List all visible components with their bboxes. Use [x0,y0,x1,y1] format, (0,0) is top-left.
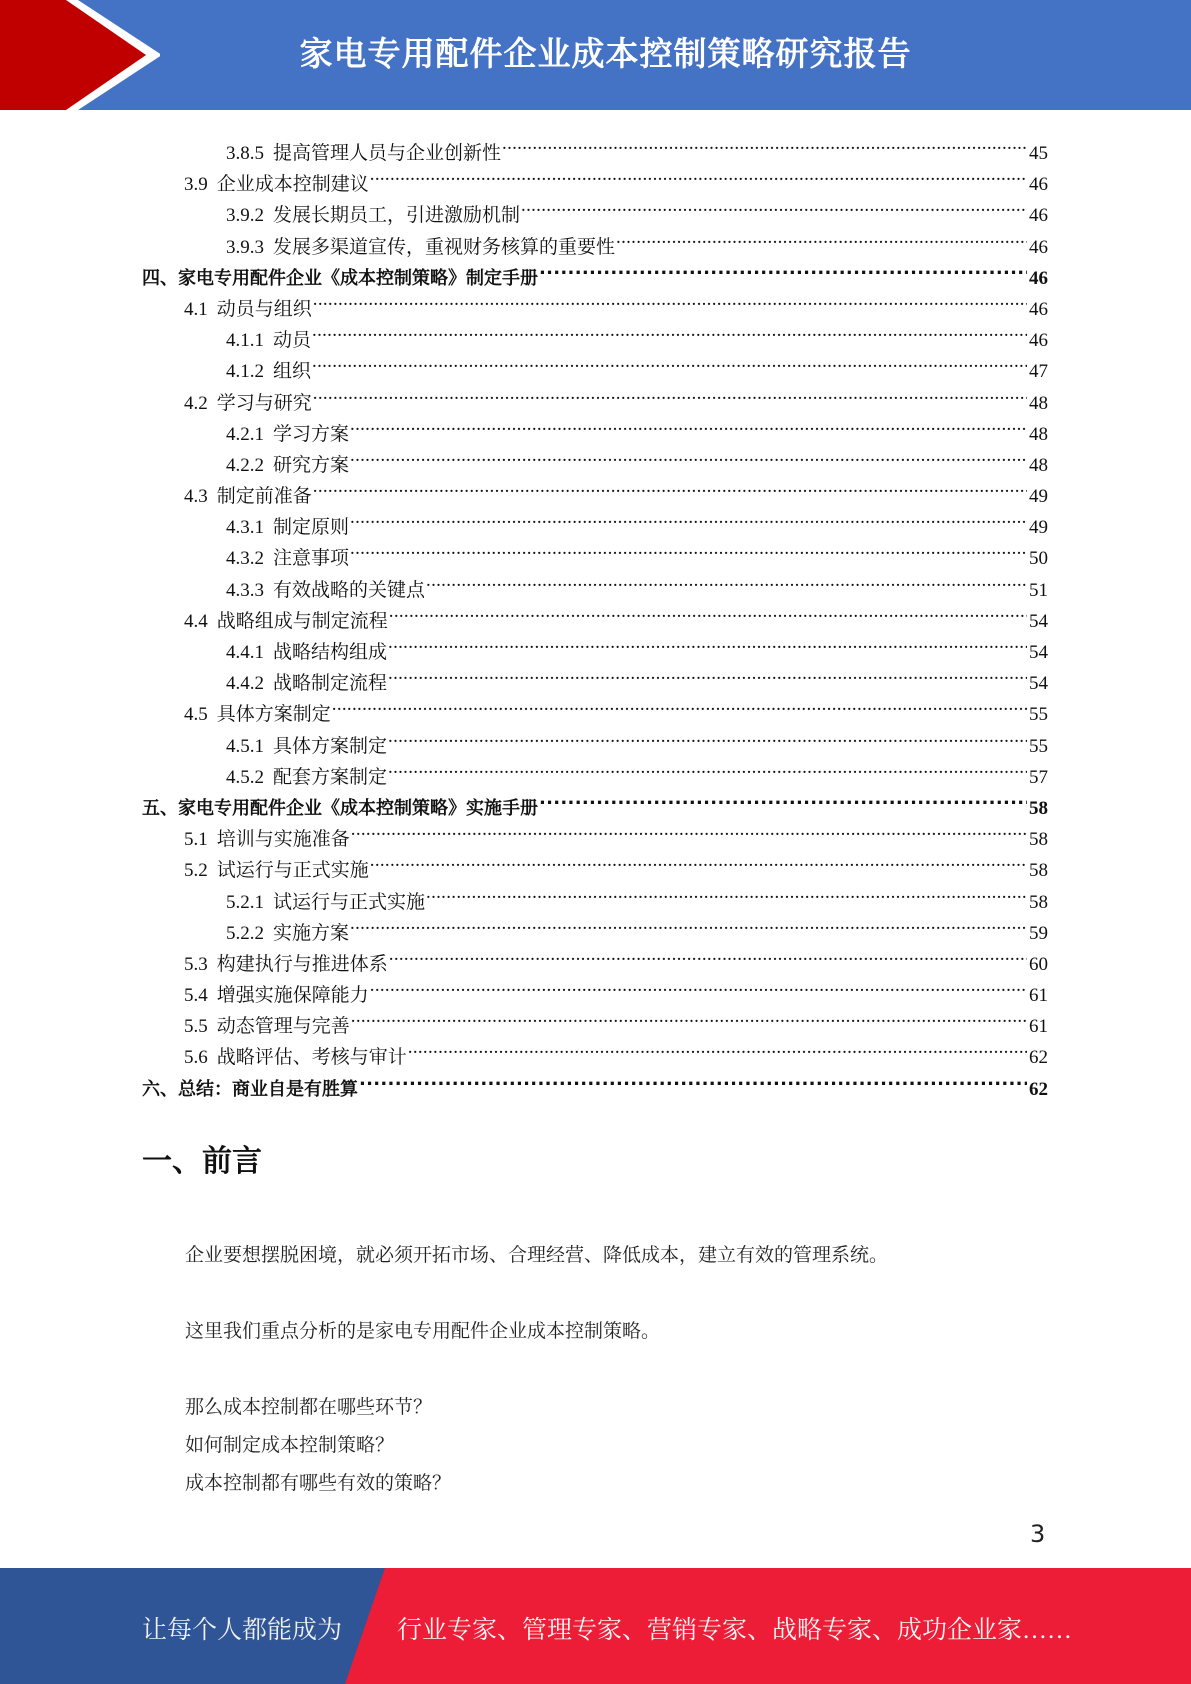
toc-entry-number: 4.3.1 [226,517,264,539]
toc-dot-leader [350,502,1027,533]
preface-question: 如何制定成本控制策略？ [185,1435,395,1456]
toc-dot-leader [350,409,1027,440]
toc-entry-number: 4.2.2 [226,454,264,476]
preface-question: 成本控制都有哪些有效的策略？ [185,1473,452,1494]
toc-entry-page: 58 [1029,860,1048,882]
toc-entry-number: 3.9 [184,174,208,196]
toc-entry-title: 动态管理与完善 [216,1016,350,1038]
toc-entry-page: 47 [1029,361,1048,383]
report-header [0,0,1191,110]
toc-entry-number: 5.2.2 [226,922,264,944]
toc-entry-title: 提高管理人员与企业创新性 [273,143,502,164]
toc-entry-page: 48 [1029,423,1048,445]
toc-entry-number: 3.9.2 [226,205,264,227]
toc-dot-leader [351,814,1027,845]
toc-entry-title: 实施方案 [273,922,350,944]
toc-entry-number: 5.4 [184,985,208,1007]
toc-entry-number: 4.2.1 [226,423,264,445]
toc-entry-title: 培训与实施准备 [216,829,350,851]
toc-entry-page: 45 [1029,143,1048,164]
toc-dot-leader [359,1064,1027,1095]
toc-entry-number: 4.3 [184,486,208,508]
toc-entry-page: 58 [1029,797,1048,819]
preface-paragraph: 这里我们重点分析的是家电专用配件企业成本控制策略。 [185,1321,661,1342]
toc-dot-leader [502,128,1027,159]
toc-entry-number: 4.2 [184,392,208,414]
toc-entry-page: 58 [1029,829,1048,851]
toc-entry-page: 46 [1029,236,1048,258]
toc-entry-title: 组织 [273,361,312,383]
toc-entry-page: 55 [1029,735,1048,757]
toc-entry-page: 62 [1029,1078,1048,1100]
toc-entry-number: 4.5 [184,704,208,726]
toc-entry-title: 企业成本控制建议 [216,174,369,196]
toc-entry-page: 46 [1029,298,1048,320]
toc-entry-number: 5.1 [184,829,208,851]
toc-entry-page: 46 [1029,205,1048,227]
toc-entry-page: 46 [1029,330,1048,352]
toc-dot-leader [312,346,1027,377]
toc-entry-title: 动员 [273,330,312,352]
toc-entry-title: 家电专用配件企业《成本控制策略》制定手册 [178,267,538,289]
toc-entry-number: 5.6 [184,1047,208,1069]
toc-dot-leader [426,565,1027,596]
toc-dot-leader [616,222,1027,253]
toc-entry-title: 试运行与正式实施 [216,860,369,882]
toc-entry-number: 4.4 [184,610,208,632]
toc-entry-page: 61 [1029,985,1048,1007]
toc-dot-leader [408,1032,1027,1063]
toc-entry-title: 战略结构组成 [273,642,388,663]
toc-entry-page: 61 [1029,1016,1048,1038]
toc-entry-number: 4.1.1 [226,330,264,352]
toc-entry-page: 50 [1029,548,1048,570]
toc-entry-number: 四、 [142,267,178,289]
toc-entry-title: 学习方案 [273,423,350,445]
toc-dot-leader [389,939,1027,970]
toc-entry-title: 战略制定流程 [273,673,388,695]
toc-dot-leader [351,1001,1027,1032]
toc-entry-title: 注意事项 [273,548,350,570]
toc-dot-leader [370,970,1027,1001]
toc-entry-title: 战略评估、考核与审计 [216,1047,407,1069]
toc-dot-leader [313,378,1027,409]
report-footer [0,1568,1191,1684]
toc-entry-number: 4.4.2 [226,673,264,695]
toc-entry-page: 48 [1029,454,1048,476]
toc-entry-number: 4.4.1 [226,642,264,663]
toc-entry-title: 战略组成与制定流程 [216,610,388,632]
toc-dot-leader [312,315,1027,346]
toc-dot-leader [521,190,1027,221]
toc-entry-title: 发展多渠道宣传，重视财务核算的重要性 [273,236,616,258]
toc-dot-leader [388,752,1027,783]
toc-entry-page: 57 [1029,766,1048,788]
toc-entry-page: 49 [1029,517,1048,539]
toc-entry-title: 总结：商业自是有胜算 [178,1078,358,1100]
toc-dot-leader [313,284,1027,315]
toc-dot-leader [539,253,1027,284]
toc-dot-leader [370,845,1027,876]
toc-entry-number: 4.5.2 [226,766,264,788]
toc-entry-number: 5.5 [184,1016,208,1038]
toc-entry-page: 54 [1029,642,1048,663]
toc-entry-number: 5.2 [184,860,208,882]
page-number: 3 [1030,1520,1046,1548]
toc-entry-page: 59 [1029,922,1048,944]
toc-entry-page: 62 [1029,1047,1048,1069]
toc-entry-number: 五、 [142,797,178,819]
toc-entry-number: 4.1 [184,298,208,320]
toc-dot-leader [388,658,1027,689]
toc-entry-title: 发展长期员工，引进激励机制 [273,205,521,227]
toc-dot-leader [313,471,1027,502]
toc-entry-title: 学习与研究 [216,392,312,414]
toc-entry-page: 58 [1029,891,1048,913]
toc-entry-number: 3.8.5 [226,143,264,164]
footer-slogan-left: 让每个人都能成为 [142,1617,343,1644]
toc-dot-leader [539,783,1027,814]
toc-dot-leader [389,596,1027,627]
toc-entry-page: 49 [1029,486,1048,508]
footer-slogan-right: 行业专家、管理专家、营销专家、战略专家、成功企业家…… [397,1617,1073,1644]
toc-entry-number: 3.9.3 [226,236,264,258]
toc-entry-page: 48 [1029,392,1048,414]
preface-question: 那么成本控制都在哪些环节？ [185,1397,433,1418]
preface-paragraph: 企业要想摆脱困境，就必须开拓市场、合理经营、降低成本，建立有效的管理系统。 [185,1245,889,1266]
toc-dot-leader [426,877,1027,908]
toc-entry-title: 增强实施保障能力 [216,985,369,1007]
toc-entry-title: 研究方案 [273,454,350,476]
toc-dot-leader [350,908,1027,939]
toc-entry-title: 试运行与正式实施 [273,891,426,913]
report-title: 家电专用配件企业成本控制策略研究报告 [299,34,912,73]
toc-dot-leader [388,721,1027,752]
toc-entry-number: 4.3.3 [226,579,264,601]
toc-entry-title: 有效战略的关键点 [273,579,426,601]
toc-dot-leader [370,159,1027,190]
toc-entry-title: 制定原则 [273,517,350,539]
toc-dot-leader [350,533,1027,564]
toc-entry-title: 制定前准备 [216,486,312,508]
toc-entry-title: 家电专用配件企业《成本控制策略》实施手册 [178,797,538,819]
toc-entry-number: 4.3.2 [226,548,264,570]
toc-dot-leader [332,689,1027,720]
toc-entry-page: 54 [1029,610,1048,632]
table-of-contents [142,128,1048,1100]
toc-entry-page: 60 [1029,953,1048,975]
toc-entry-title: 配套方案制定 [273,766,388,788]
toc-entry-number: 5.3 [184,953,208,975]
toc-entry-title: 构建执行与推进体系 [216,953,388,975]
toc-entry-title: 具体方案制定 [273,735,388,757]
section-heading-preface: 一、前言 [142,1144,262,1179]
toc-entry-number: 4.5.1 [226,735,264,757]
toc-entry-number: 六、 [142,1078,178,1100]
toc-dot-leader [350,440,1027,471]
toc-entry-page: 55 [1029,704,1048,726]
toc-entry-number: 5.2.1 [226,891,264,913]
toc-entry-page: 51 [1029,579,1048,601]
toc-entry-page: 54 [1029,673,1048,695]
toc-entry-page: 46 [1029,174,1048,196]
toc-entry[interactable] [142,128,1048,164]
toc-entry-title: 具体方案制定 [216,704,331,726]
toc-dot-leader [388,627,1027,658]
toc-entry-title: 动员与组织 [216,298,312,320]
toc-entry-number: 4.1.2 [226,361,264,383]
toc-entry-page: 46 [1029,267,1048,289]
